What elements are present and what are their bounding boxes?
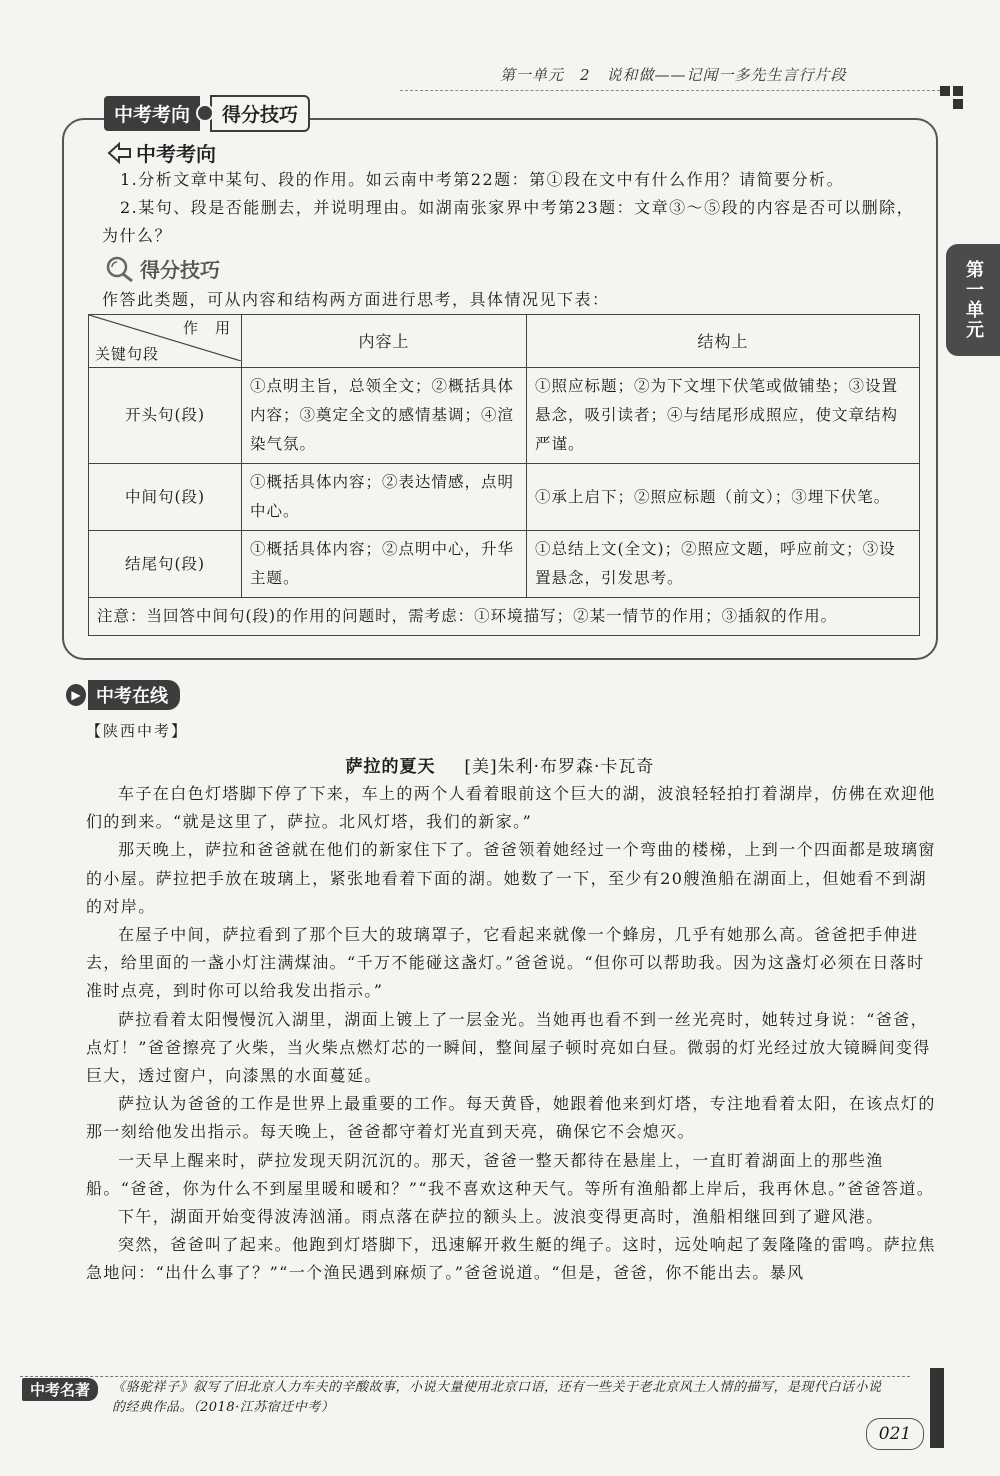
row-content: ①点明主旨，总领全文；②概括具体内容；③奠定全文的感情基调；④渲染气氛。 [242,368,527,464]
banner-dot-icon [196,104,214,122]
running-header: 第一单元 2 说和做——记闻一多先生言行片段 [500,66,847,84]
story-title: 萨拉的夏天 [345,757,436,777]
table-note: 注意：当回答中间句(段)的作用的问题时，需考虑：①环境描写；②某一情节的作用；③插叙的作用。 [89,598,920,636]
exam-tips-banner [104,96,310,130]
footer-note: 《骆驼祥子》叙写了旧北京人力车夫的辛酸故事，小说大量使用北京口语，还有一些关于老北京风土人情的描写，是现代白话小说的经典作品。（2018·江苏宿迁中考） [112,1380,882,1415]
story-paragraph: 突然，爸爸叫了起来。他跑到灯塔脚下，迅速解开救生艇的绳子。这时，远处响起了轰隆隆的雷鸣。萨拉焦急地问：“出什么事了？”“一个渔民遇到麻烦了。”爸爸说道。“但是，爸爸，你不能出去。暴风 [86,1235,936,1283]
row-head: 开头句(段) [89,368,242,464]
corner-top-label: 作 用 [182,319,231,337]
table-note-row [89,598,920,636]
table-corner-cell [89,315,242,368]
row-structure: ①照应标题；②为下文埋下伏笔或做铺垫；③设置悬念，吸引读者；④与结尾形成照应，使文章结构严谨。 [527,368,920,464]
section-title-text: 得分技巧 [140,258,220,282]
story-body [86,780,936,1288]
footer-divider [20,1376,910,1377]
play-arrow-icon: ▶ [66,684,86,706]
story-paragraph: 萨拉看着太阳慢慢沉入湖里，湖面上镀上了一层金光。当她再也看不到一丝光亮时，她转过身说：“爸爸，点灯！”爸爸擦亮了火柴，当火柴点燃灯芯的一瞬间，整间屋子顿时亮如白昼。微弱的灯光经过放大镜瞬间变得巨大，透过窗户，向漆黑的水面蔓延。 [86,1009,931,1086]
section-title-text: 中考考向 [136,142,216,166]
footer-badge: 中考名著 [22,1378,98,1401]
row-content: ①概括具体内容；②点明中心，升华主题。 [242,531,527,598]
online-label: 中考在线 [88,680,180,710]
column-header-structure: 结构上 [527,315,920,368]
unit-side-tab: 第一单元 [946,244,1000,356]
story-paragraph: 萨拉认为爸爸的工作是世界上最重要的工作。每天黄昏，她跟着他来到灯塔，专注地看着太阳，在该点灯的那一刻给他发出指示。每天晚上，爸爸都守着灯光直到天亮，确保它不会熄灭。 [86,1094,936,1142]
tips-table [88,314,920,636]
exam-source: 【陕西中考】 [86,722,189,740]
magnifier-icon [104,255,136,283]
page-number: 021 [866,1418,924,1450]
story-author: [美]朱利·布罗森·卡瓦奇 [464,757,655,777]
corner-bottom-label: 关键句段 [95,345,160,363]
row-head: 中间句(段) [89,464,242,531]
corner-decoration-icon [940,86,966,112]
table-row [89,368,920,464]
banner-left-label: 中考考向 [104,96,200,131]
story-title-line [0,752,1000,777]
row-structure: ①总结上文(全文)；②照应文题，呼应前文；③设置悬念，引发思考。 [527,531,920,598]
row-content: ①概括具体内容；②表达情感，点明中心。 [242,464,527,531]
banner-right-label: 得分技巧 [210,95,310,132]
story-paragraph: 下午，湖面开始变得波涛汹涌。雨点落在萨拉的额头上。波浪变得更高时，渔船相继回到了避风港。 [118,1207,884,1227]
column-header-content: 内容上 [242,315,527,368]
back-arrow-icon [106,141,132,165]
story-paragraph: 那天晚上，萨拉和爸爸就在他们的新家住下了。爸爸领着她经过一个弯曲的楼梯，上到一个四面都是玻璃窗的小屋。萨拉把手放在玻璃上，紧张地看着下面的湖。她数了一下，至少有20艘渔船在湖面上，但她看不到湖的对岸。 [86,840,936,916]
table-header-row [89,315,920,368]
section-exam-direction-title [106,138,216,167]
story-paragraph: 在屋子中间，萨拉看到了那个巨大的玻璃罩子，它看起来就像一个蜂房，几乎有她那么高。爸爸把手伸进去，给里面的一盏小灯注满煤油。“千万不能碰这盏灯。”爸爸说。“但你可以帮助我。因为这盏灯必须在日落时准时点亮，到时你可以给我发出指示。” [86,925,925,1001]
table-row [89,531,920,598]
online-banner [66,680,180,710]
exam-item-2: 2.某句、段是否能删去，并说明理由。如湖南张家界中考第23题：文章③～⑤段的内容是否可以删除，为什么？ [102,198,915,245]
exam-item-1: 1.分析文章中某句、段的作用。如云南中考第22题：第①段在文中有什么作用？请简要分析。 [120,170,845,189]
row-head: 结尾句(段) [89,531,242,598]
row-structure: ①承上启下；②照应标题（前文）；③埋下伏笔。 [527,464,920,531]
page-edge-mark [930,1368,944,1448]
story-paragraph: 一天早上醒来时，萨拉发现天阴沉沉的。那天，爸爸一整天都待在悬崖上，一直盯着湖面上的那些渔船。“爸爸，你为什么不到屋里暖和暖和？”“我不喜欢这种天气。等所有渔船都上岸后，我再休息。”爸爸答道。 [86,1150,935,1198]
table-row [89,464,920,531]
tips-intro: 作答此类题，可从内容和结构两方面进行思考，具体情况见下表： [102,290,610,309]
section-tips-title [104,254,220,283]
story-paragraph: 车子在白色灯塔脚下停了下来，车上的两个人看着眼前这个巨大的湖，波浪轻轻拍打着湖岸，仿佛在欢迎他们的到来。“就是这里了，萨拉。北风灯塔，我们的新家。” [86,784,936,832]
header-divider [400,90,940,91]
